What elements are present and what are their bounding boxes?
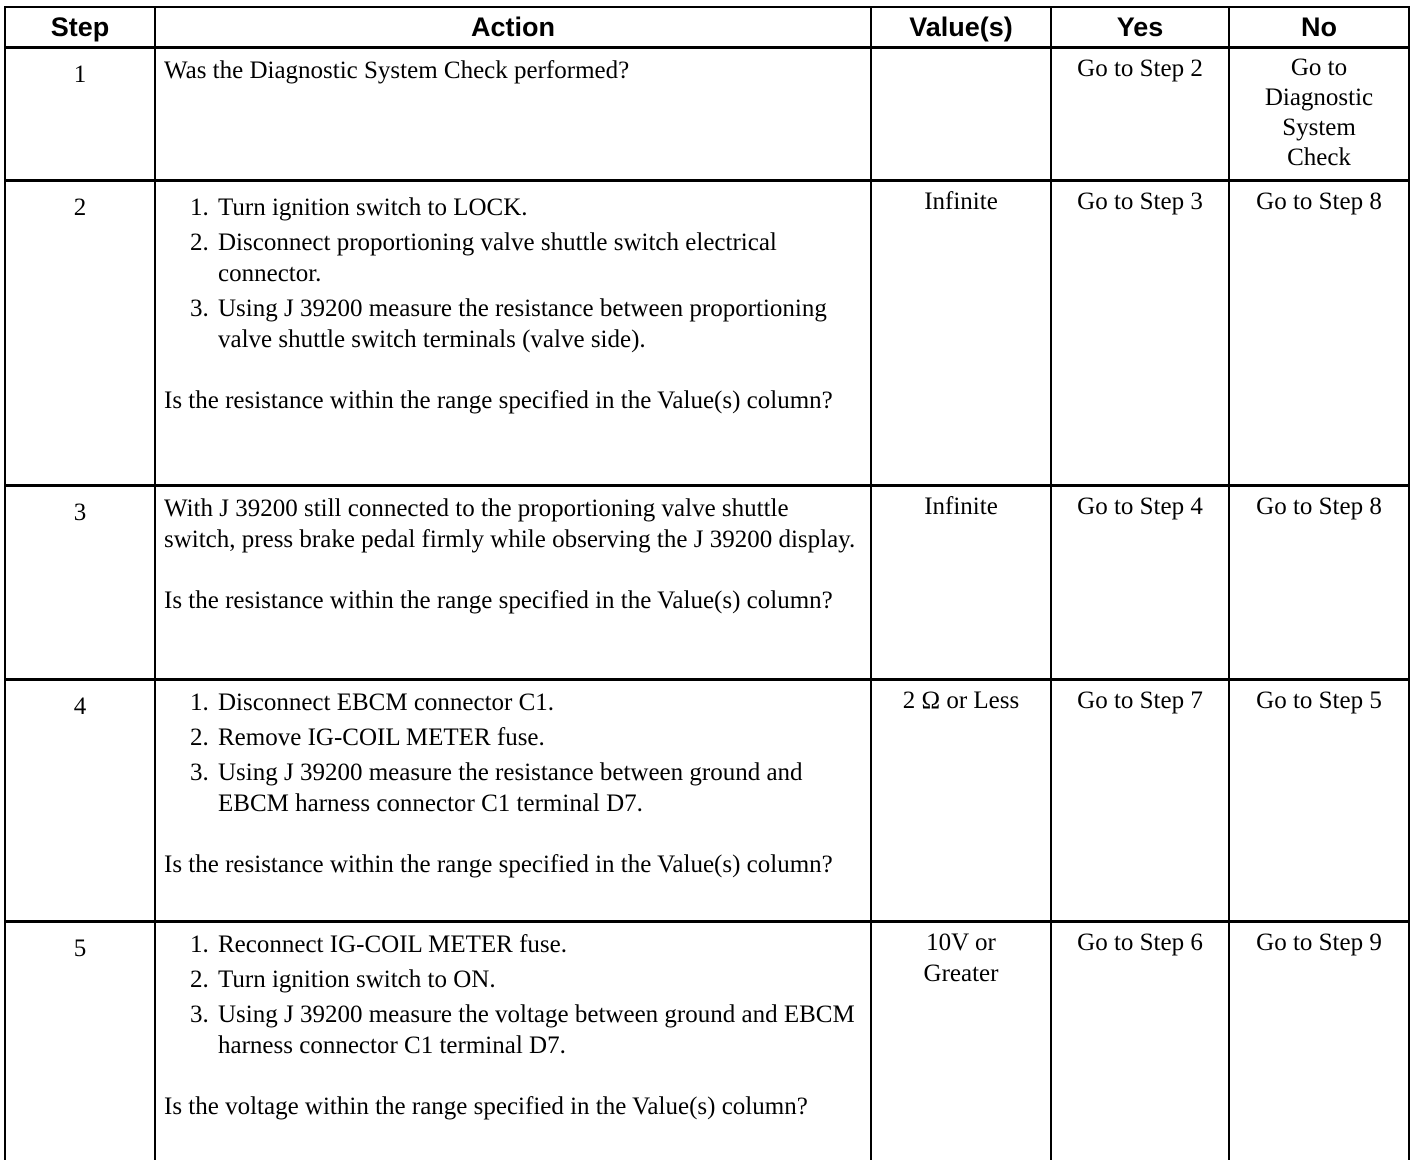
action-cell — [155, 922, 871, 1160]
step-item-number: 3. — [190, 1001, 209, 1028]
yes-cell: Go to Step 3 — [1051, 181, 1229, 486]
header-step: Step — [5, 7, 155, 48]
step-item-text: Using J 39200 measure the voltage between ground and EBCM harness connector C1 terminal D7. — [218, 1001, 855, 1059]
value-cell-text: 10V or Greater — [923, 929, 999, 987]
no-cell: Go to Step 9 — [1229, 922, 1409, 1160]
action-step-item — [190, 999, 862, 1061]
step-item-text: Turn ignition switch to ON. — [218, 966, 496, 993]
no-cell: Go to Step 8 — [1229, 486, 1409, 680]
header-values: Value(s) — [871, 7, 1051, 48]
action-cell — [155, 48, 871, 181]
no-cell: Go to Step 8 — [1229, 181, 1409, 486]
step-item-number: 2. — [190, 966, 209, 993]
step-item-text: Using J 39200 measure the resistance between ground and EBCM harness connector C1 terminal D7. — [218, 759, 803, 817]
action-cell — [155, 181, 871, 486]
step-item-number: 1. — [190, 931, 209, 958]
action-text: With J 39200 still connected to the proportioning valve shuttle switch, press brake pedal firmly while observing the J 39200 display. — [164, 495, 856, 553]
action-text: Was the Diagnostic System Check performed? — [164, 57, 630, 84]
step-number: 4 — [5, 680, 155, 922]
step-item-text: Disconnect EBCM connector C1. — [218, 689, 555, 716]
table-row — [5, 680, 1409, 922]
yes-cell: Go to Step 2 — [1051, 48, 1229, 181]
step-number: 3 — [5, 486, 155, 680]
step-item-number: 1. — [190, 689, 209, 716]
action-step-item — [190, 722, 862, 753]
action-steps — [164, 188, 862, 355]
value-cell: Infinite — [871, 486, 1051, 680]
header-row — [5, 7, 1409, 48]
question-text: Is the resistance within the range specified in the Value(s) column? — [164, 387, 833, 414]
value-cell: 2 Ω or Less — [871, 680, 1051, 922]
yes-cell: Go to Step 4 — [1051, 486, 1229, 680]
step-item-number: 1. — [190, 194, 209, 221]
action-step-item — [190, 757, 862, 819]
step-item-number: 2. — [190, 229, 209, 256]
question-text: Is the resistance within the range specified in the Value(s) column? — [164, 851, 833, 878]
action-step-item — [190, 192, 862, 223]
action-step-item — [190, 293, 862, 355]
step-number: 5 — [5, 922, 155, 1160]
action-step-item — [190, 964, 862, 995]
step-item-text: Using J 39200 measure the resistance between proportioning valve shuttle switch terminals (valve side). — [218, 295, 827, 353]
table-row — [5, 181, 1409, 486]
question-text: Is the voltage within the range specified in the Value(s) column? — [164, 1093, 808, 1120]
step-item-number: 2. — [190, 724, 209, 751]
action-steps — [164, 687, 862, 819]
action-cell — [155, 486, 871, 680]
step-number: 2 — [5, 181, 155, 486]
value-cell: Infinite — [871, 181, 1051, 486]
step-item-text: Reconnect IG-COIL METER fuse. — [218, 931, 567, 958]
action-step-item — [190, 227, 862, 289]
table-row — [5, 922, 1409, 1160]
question-text: Is the resistance within the range specified in the Value(s) column? — [164, 587, 833, 614]
no-cell — [1229, 48, 1409, 181]
header-action: Action — [155, 7, 871, 48]
action-step-item — [190, 687, 862, 718]
no-cell-text: Go to Diagnostic System Check — [1264, 54, 1374, 171]
action-steps — [164, 929, 862, 1061]
action-cell — [155, 680, 871, 922]
no-cell: Go to Step 5 — [1229, 680, 1409, 922]
value-cell — [871, 922, 1051, 1160]
step-item-text: Remove IG-COIL METER fuse. — [218, 724, 545, 751]
header-yes: Yes — [1051, 7, 1229, 48]
value-cell — [871, 48, 1051, 181]
step-item-text: Disconnect proportioning valve shuttle switch electrical connector. — [218, 229, 777, 287]
diagnostic-table — [4, 6, 1410, 1160]
step-number: 1 — [5, 48, 155, 181]
table-row — [5, 48, 1409, 181]
step-item-number: 3. — [190, 295, 209, 322]
step-item-number: 3. — [190, 759, 209, 786]
step-item-text: Turn ignition switch to LOCK. — [218, 194, 528, 221]
action-step-item — [190, 929, 862, 960]
yes-cell: Go to Step 6 — [1051, 922, 1229, 1160]
header-no: No — [1229, 7, 1409, 48]
yes-cell: Go to Step 7 — [1051, 680, 1229, 922]
table-row — [5, 486, 1409, 680]
